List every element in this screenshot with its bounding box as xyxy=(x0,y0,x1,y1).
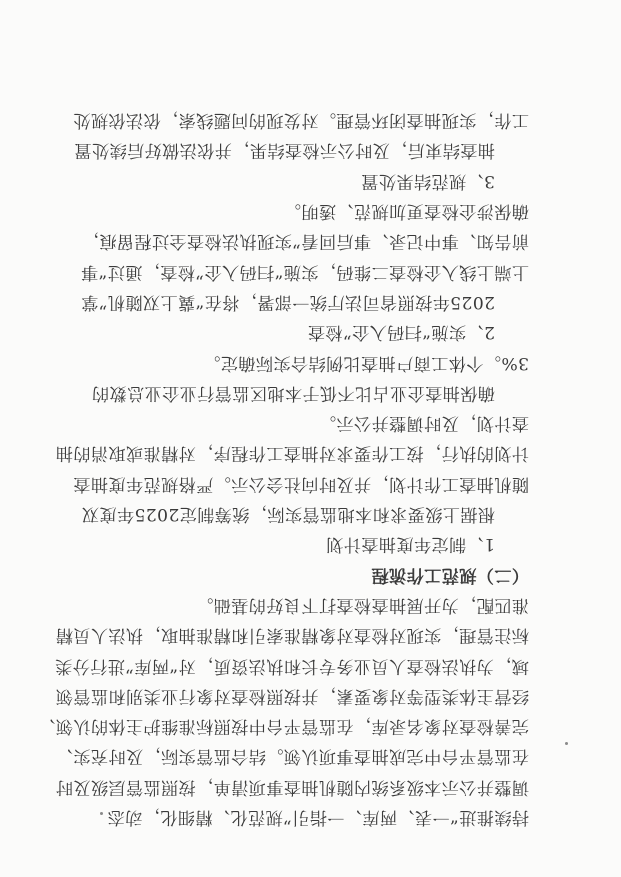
body-line: 在监管平台中完成抽查事项认领。结合监管实际，及时充实、 xyxy=(55,746,529,767)
paragraph-start: 2025年按照省司法厅统一部署，将在“冀上双随机”掌 xyxy=(80,291,495,312)
subsection-heading: 3、规范结果处置 xyxy=(360,170,495,191)
body-line: 随机抽查工作计划，并及时向社会公示。严格规范年度抽查 xyxy=(73,473,529,494)
body-line: 持续推进“一表、两库、一指引”规范化、精细化，动态 xyxy=(107,807,529,827)
body-line: 工作，实现抽查闭环管理。对发现的问题线索，依法依规处 xyxy=(73,110,529,131)
body-line: 完善检查对象名录库，在监管平台中按照标准维护主体的认领、 xyxy=(37,716,529,737)
body-line: 标注管理，实现对检查对象精准索引和精准抽取，执法人员精 xyxy=(55,625,529,646)
body-line: 经营主体类型等对象要素，并按照检查对象行业类别和监管领 xyxy=(55,685,529,706)
body-line: 计划的执行，按工作要求对抽查工作程序，对精准或取消的抽 xyxy=(55,443,529,464)
paragraph-start: 根据上级要求和本地监管实际，统筹制定2025年度双 xyxy=(81,504,495,525)
body-line: 上端上线入企检查二维码，实施“扫码入企”检查，通过“事 xyxy=(80,261,529,282)
body-line: 查计划，及时调整并公示。 xyxy=(318,413,529,434)
body-line: 前告知、事中记录、事后回看”实现执法检查全过程留痕， xyxy=(81,231,529,252)
body-line: 调整并公示本级系统内随机抽查事项清单，按照监管层级及时 xyxy=(55,776,529,797)
scan-speck xyxy=(565,742,568,745)
body-line: 3%。个体工商户抽查比例结合实际确定。 xyxy=(202,352,529,373)
paragraph-start: 确保抽查企业占比不低于本地区监管行业企业总数的 xyxy=(91,382,495,403)
document-body xyxy=(37,105,529,832)
body-line: 域，为执法检查人员业务专长和执法资质，对“两库”进行分类 xyxy=(54,655,529,676)
body-line: 确保涉企检查更加规范、透明。 xyxy=(283,201,529,222)
subsection-heading: 2、实施“扫码入企”检查 xyxy=(307,322,495,343)
scan-speck xyxy=(100,812,103,815)
section-heading: （二）规范工作流程 xyxy=(371,564,529,585)
body-line: 准匹配，为开展抽查检查打下良好的基础。 xyxy=(195,594,529,615)
subsection-heading: 1、制定年度抽查计划 xyxy=(325,534,495,555)
paragraph-start: 抽查结束后，及时公示检查结果，并依法做好后续处置 xyxy=(74,140,495,161)
